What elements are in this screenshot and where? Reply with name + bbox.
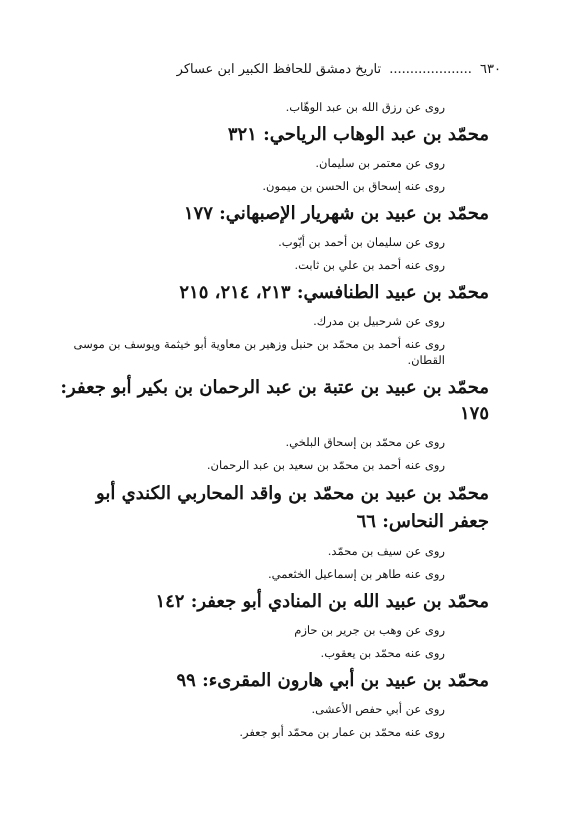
narrated-by-line: روى عنه إسحاق بن الحسن بن ميمون. <box>262 179 445 193</box>
narrated-by-line: روى عنه محمّد بن يعقوب. <box>320 646 445 660</box>
page-number: ٦٣٠ <box>480 62 501 77</box>
entry-heading: محمّد بن عبيد الطنافسي: ٢١٣، ٢١٤، ٢١٥ <box>179 282 489 303</box>
index-entry <box>60 122 489 194</box>
index-entry <box>60 201 489 273</box>
index-entry <box>60 480 489 582</box>
narrated-from-line: روى عن معتمر بن سليمان. <box>315 156 445 170</box>
entry-heading: محمّد بن عبد الوهاب الرياحي: ٣٢١ <box>227 124 489 145</box>
entry-heading: محمّد بن عبيد بن محمّد بن واقد المحاربي الكندي أبو جعفر النحاس: ٦٦ <box>96 483 489 532</box>
book-title: تاريخ دمشق للحافظ الكبير ابن عساكر <box>176 62 382 77</box>
narrated-from-line: روى عن وهب بن جرير بن حازم <box>294 623 445 637</box>
narrated-from-line: روى عن محمّد بن إسحاق البلخي. <box>285 435 445 449</box>
narrated-by-line: روى عنه أحمد بن محمّد بن سعيد بن عبد الرحمان. <box>206 458 445 472</box>
entry-heading: محمّد بن عبيد بن عتبة بن عبد الرحمان بن بكير أبو جعفر: ١٧٥ <box>60 377 489 424</box>
narrated-from-line: روى عن شرحبيل بن مدرك. <box>313 314 445 328</box>
narrated-from-line: روى عن أبي حفص الأعشى. <box>311 702 445 716</box>
narrated-by-line: روى عنه محمّد بن عمار بن محمّد أبو جعفر. <box>239 725 445 739</box>
index-entry <box>60 668 489 740</box>
narrated-from-line: روى عن سيف بن محمّد. <box>327 544 445 558</box>
entry-heading: محمّد بن عبيد الله بن المنادي أبو جعفر: ١٤٢ <box>155 591 489 612</box>
running-header <box>60 62 501 77</box>
narrated-by-line: روى عنه أحمد بن محمّد بن حنبل وزهير بن معاوية أبو خيثمة ويوسف بن موسى القطان. <box>73 337 445 367</box>
entry-heading: محمّد بن عبيد بن أبي هارون المقرىء: ٩٩ <box>176 670 489 691</box>
narrated-by-line: روى عنه طاهر بن إسماعيل الخثعمي. <box>268 567 445 581</box>
continued-line: روى عن رزق الله بن عبد الوهّاب. <box>285 100 445 114</box>
narrated-by-line: روى عنه أحمد بن علي بن ثابت. <box>294 258 445 272</box>
narrated-from-line: روى عن سليمان بن أحمد بن أيّوب. <box>278 235 445 249</box>
leader-dots: .................... <box>389 62 472 77</box>
index-entry <box>60 589 489 661</box>
index-entry <box>60 375 489 473</box>
index-entry <box>60 280 489 368</box>
entry-heading: محمّد بن عبيد بن شهريار الإصبهاني: ١٧٧ <box>183 203 489 224</box>
index-content <box>60 92 489 747</box>
